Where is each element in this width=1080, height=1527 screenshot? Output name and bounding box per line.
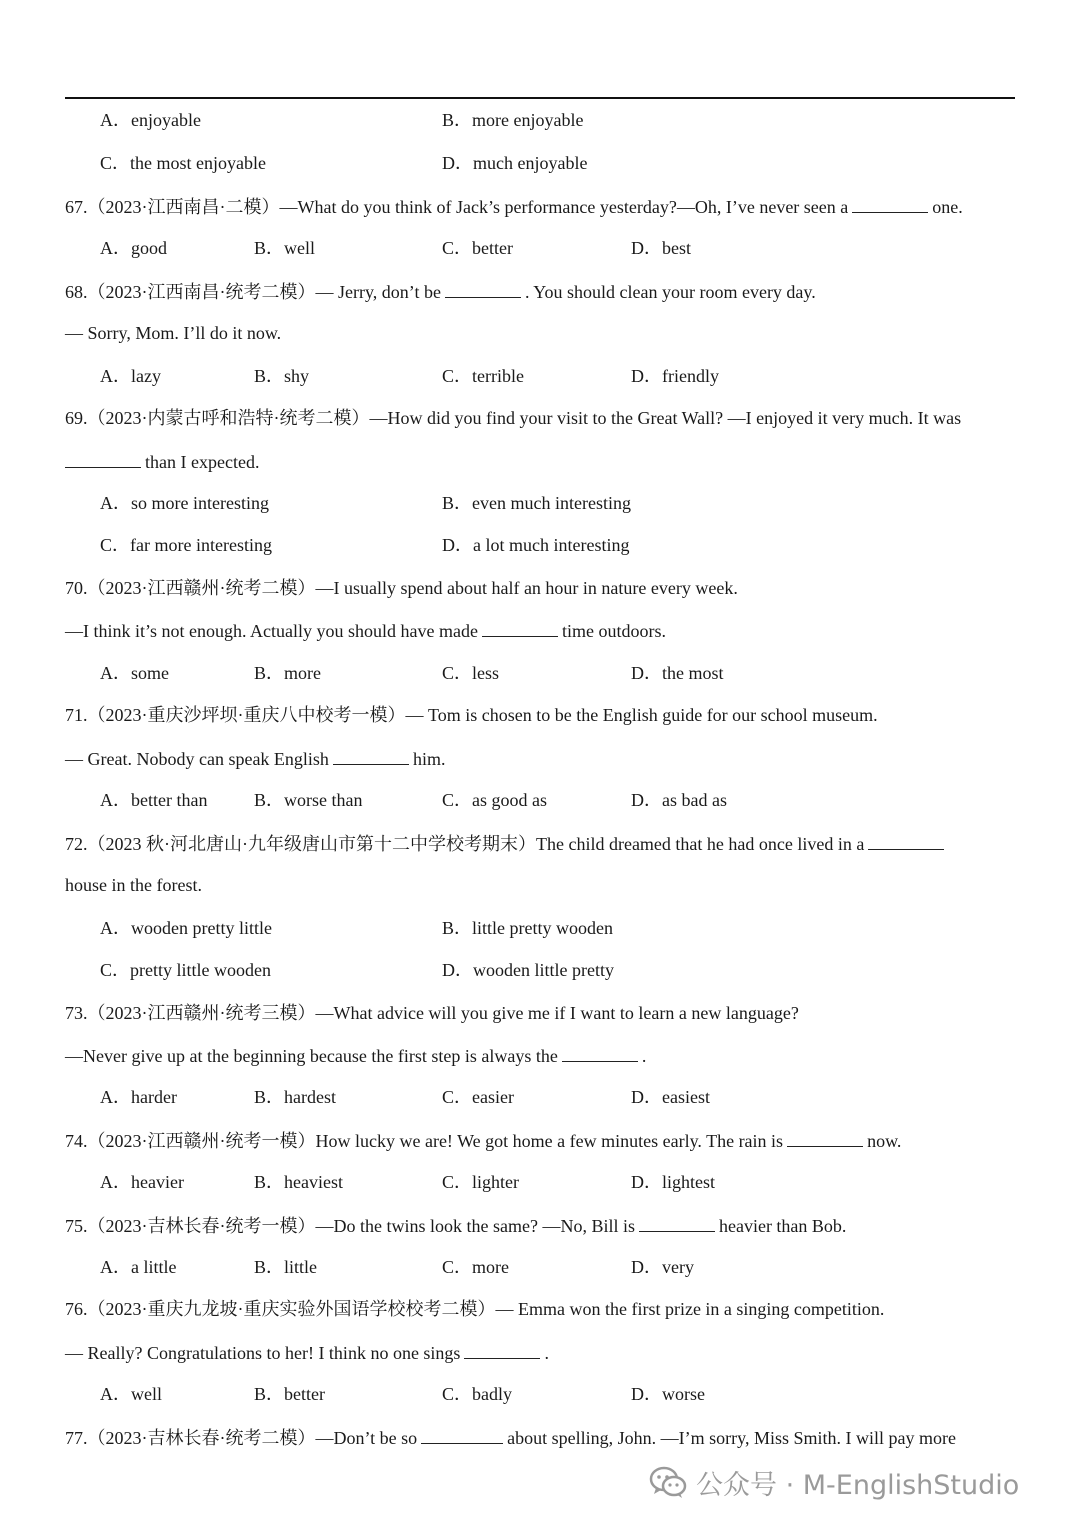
option-d: D．best (631, 238, 691, 258)
question-71-line2 (65, 746, 1025, 771)
question-text: 77.（2023·吉林长春·统考二模）—Don’t be so (65, 1428, 418, 1448)
option-d: D．worse (631, 1384, 705, 1404)
question-69-line2 (65, 449, 1025, 474)
question-text: time outdoors. (561, 621, 666, 641)
question-72-line2: house in the forest. (65, 875, 202, 895)
answer-blank (65, 449, 141, 468)
option-b: B．well (254, 238, 315, 258)
question-text: . You should clean your room every day. (524, 282, 816, 302)
question-68 (65, 279, 1025, 304)
question-text: than I expected. (145, 452, 260, 472)
option-d: D．much enjoyable (442, 153, 588, 173)
watermark (648, 1462, 1019, 1502)
question-68-line2: — Sorry, Mom. I’ll do it now. (65, 323, 282, 343)
option-a: A．good (100, 238, 167, 258)
option-c: C．pretty little wooden (100, 960, 271, 980)
option-a: A．harder (100, 1087, 177, 1107)
option-d: D．the most (631, 663, 724, 683)
question-67 (65, 194, 1025, 219)
question-text: about spelling, John. —I’m sorry, Miss Smith. I will pay more (507, 1428, 956, 1448)
answer-blank (445, 279, 521, 298)
option-a: A．enjoyable (100, 110, 201, 130)
question-75 (65, 1213, 1025, 1238)
top-rule (65, 97, 1015, 99)
answer-blank (787, 1128, 863, 1147)
option-d: D．lightest (631, 1172, 715, 1192)
question-77 (65, 1425, 1025, 1450)
answer-blank (868, 831, 944, 850)
option-b: B．even much interesting (442, 493, 631, 513)
option-a: A．so more interesting (100, 493, 269, 513)
question-text: 68.（2023·江西南昌·统考二模）— Jerry, don’t be (65, 282, 441, 302)
question-69: 69.（2023·内蒙古呼和浩特·统考二模）—How did you find your visit to the Great Wall? —I enjoyed it very much. It was (65, 408, 962, 428)
option-b: B．hardest (254, 1087, 336, 1107)
option-a: A．wooden pretty little (100, 918, 272, 938)
option-b: B．little (254, 1257, 317, 1277)
wechat-icon (648, 1462, 688, 1502)
question-text: — Really? Congratulations to her! I think no one sings (65, 1343, 461, 1363)
question-76: 76.（2023·重庆九龙坡·重庆实验外国语学校校考二模）— Emma won the first prize in a singing competition. (65, 1299, 885, 1319)
option-c: C．more (442, 1257, 509, 1277)
option-b: B．heaviest (254, 1172, 343, 1192)
option-b: B．more (254, 663, 321, 683)
answer-blank (421, 1425, 503, 1444)
question-text: —I think it’s not enough. Actually you should have made (65, 621, 478, 641)
option-d: D．as bad as (631, 790, 727, 810)
answer-blank (482, 618, 558, 637)
option-a: A．some (100, 663, 169, 683)
question-74 (65, 1128, 1025, 1153)
option-b: B．better (254, 1384, 325, 1404)
option-a: A．heavier (100, 1172, 184, 1192)
question-71: 71.（2023·重庆沙坪坝·重庆八中校考一模）— Tom is chosen to be the English guide for our school museum. (65, 705, 878, 725)
question-text: . (641, 1046, 647, 1066)
option-b: B．shy (254, 366, 310, 386)
option-b: B．little pretty wooden (442, 918, 613, 938)
answer-blank (333, 746, 409, 765)
watermark-text: 公众号 · M-EnglishStudio (696, 1469, 1020, 1501)
question-text: him. (412, 749, 446, 769)
option-c: C．badly (442, 1384, 512, 1404)
question-text: . (544, 1343, 549, 1363)
question-72 (65, 831, 1025, 856)
option-a: A．well (100, 1384, 162, 1404)
answer-blank (464, 1340, 540, 1359)
option-a: A．better than (100, 790, 208, 810)
question-73-line2 (65, 1043, 1025, 1068)
answer-blank (562, 1043, 638, 1062)
question-text: — Great. Nobody can speak English (65, 749, 329, 769)
question-text: 67.（2023·江西南昌·二模）—What do you think of Jack’s performance yesterday?—Oh, I’ve never seen a (65, 197, 849, 217)
question-76-line2 (65, 1340, 1025, 1365)
option-c: C．the most enjoyable (100, 153, 266, 173)
option-a: A．a little (100, 1257, 177, 1277)
question-text: now. (867, 1131, 902, 1151)
answer-blank (639, 1213, 715, 1232)
question-text: 72.（2023 秋·河北唐山·九年级唐山市第十二中学校考期末）The child dreamed that he had once lived in a (65, 834, 865, 854)
option-d: D．easiest (631, 1087, 710, 1107)
option-c: C．easier (442, 1087, 514, 1107)
option-c: C．less (442, 663, 500, 683)
question-text: heavier than Bob. (718, 1216, 847, 1236)
option-b: B．more enjoyable (442, 110, 584, 130)
option-d: D．a lot much interesting (442, 535, 630, 555)
option-c: C．far more interesting (100, 535, 272, 555)
question-text: 74.（2023·江西赣州·统考一模）How lucky we are! We got home a few minutes early. The rain is (65, 1131, 784, 1151)
option-c: C．better (442, 238, 513, 258)
option-c: C．as good as (442, 790, 547, 810)
option-a: A．lazy (100, 366, 161, 386)
question-text: —Never give up at the beginning because the first step is always the (65, 1046, 558, 1066)
option-c: C．lighter (442, 1172, 519, 1192)
option-b: B．worse than (254, 790, 363, 810)
question-text: one. (932, 197, 963, 217)
answer-blank (852, 194, 928, 213)
option-d: D．wooden little pretty (442, 960, 614, 980)
option-d: D．friendly (631, 366, 719, 386)
question-text: 75.（2023·吉林长春·统考一模）—Do the twins look the same? —No, Bill is (65, 1216, 635, 1236)
option-d: D．very (631, 1257, 694, 1277)
question-70-line2 (65, 618, 1025, 643)
question-70: 70.（2023·江西赣州·统考二模）—I usually spend about half an hour in nature every week. (65, 578, 738, 598)
question-73: 73.（2023·江西赣州·统考三模）—What advice will you give me if I want to learn a new language? (65, 1003, 799, 1023)
option-c: C．terrible (442, 366, 524, 386)
